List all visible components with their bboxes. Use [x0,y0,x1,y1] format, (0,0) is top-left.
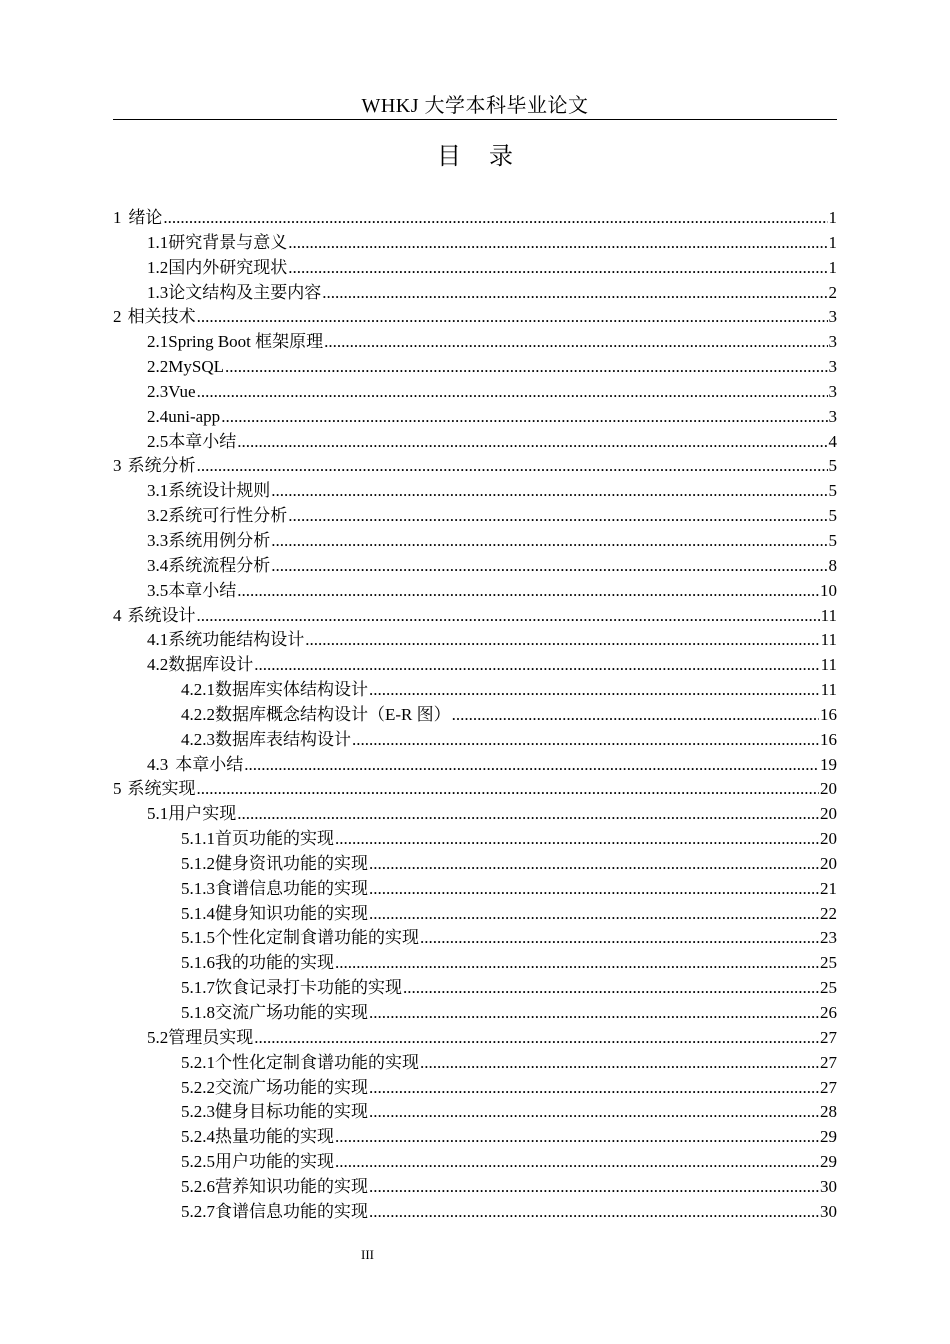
toc-entry[interactable] [113,206,837,231]
toc-leader-dots [197,305,828,330]
toc-entry-number: 5.1.8 [181,1003,215,1022]
header-text: WHKJ 大学本科毕业论文 [361,95,589,117]
toc-entry-label: 绪论 [128,208,163,227]
toc-entry-label: 健身目标功能的实现 [215,1102,368,1122]
toc-entry-page: 20 [820,779,837,799]
toc-entry-page: 4 [828,431,837,451]
toc-entry-label: 热量功能的实现 [215,1127,334,1147]
toc-entry-page: 5 [828,481,837,501]
toc-entry-number: 5.2.5 [181,1152,215,1172]
toc-entry-page: 11 [820,605,837,625]
toc-entry[interactable] [113,305,837,330]
toc-leader-dots [369,678,820,703]
table-of-contents [113,206,837,1225]
toc-entry-number: 2.4 [147,406,169,426]
toc-entry[interactable] [113,604,837,629]
toc-entry-label: 我的功能的实现 [215,953,334,973]
toc-entry-label: 用户实现 [168,804,237,824]
toc-entry[interactable] [113,355,837,380]
toc-entry-number: 1.3 [147,282,169,302]
toc-entry-number: 3.3 [147,530,169,550]
toc-leader-dots [335,1150,819,1175]
toc-entry[interactable] [113,628,837,653]
toc-entry[interactable] [113,653,837,678]
toc-leader-dots [197,454,828,479]
toc-entry-number: 5.2.2 [181,1077,215,1097]
toc-entry-number: 5.1.7 [181,978,215,998]
toc-entry-page: 8 [828,555,837,575]
toc-entry-number: 5.1.6 [181,953,215,973]
toc-entry-number: 2.1 [147,332,169,352]
toc-leader-dots [271,529,827,554]
toc-entry[interactable] [113,777,837,802]
toc-entry-page: 23 [820,928,837,948]
toc-entry-number: 5.1 [147,804,169,824]
toc-entry-page: 5 [828,506,837,526]
toc-entry-page: 25 [820,953,837,973]
toc-entry-label: 系统用例分析 [168,530,271,550]
toc-entry[interactable] [113,877,837,902]
toc-entry-label: 相关技术 [127,307,196,327]
toc-entry-number: 4.3 [147,754,169,774]
toc-entry[interactable] [113,753,837,778]
toc-entry[interactable] [113,976,837,1001]
toc-entry[interactable] [113,1150,837,1175]
toc-leader-dots [335,1125,819,1150]
toc-leader-dots [254,653,819,678]
toc-entry-page: 16 [820,704,837,724]
toc-entry-label: Vue [168,381,196,401]
toc-entry-number: 5.2.6 [181,1176,215,1196]
toc-entry[interactable] [113,1100,837,1125]
toc-entry-number: 5.1.5 [181,928,215,948]
toc-entry-page: 19 [820,754,837,774]
toc-entry-label: 系统分析 [127,456,196,476]
toc-entry-label: 食谱信息功能的实现 [215,878,368,898]
toc-leader-dots [225,355,828,380]
toc-leader-dots [288,256,827,281]
toc-entry-number: 4.2.1 [181,680,215,700]
toc-entry-label: 系统设计规则 [168,481,271,501]
toc-entry-number: 3 [113,456,122,476]
toc-entry-page: 3 [828,381,837,401]
toc-entry-number: 2.5 [147,431,169,451]
toc-leader-dots [271,554,827,579]
toc-entry[interactable] [113,728,837,753]
toc-entry-number: 1.2 [147,257,169,277]
toc-entry-label: 研究背景与意义 [168,232,288,252]
toc-entry[interactable] [113,1026,837,1051]
toc-leader-dots [305,628,819,653]
toc-leader-dots [237,802,819,827]
toc-entry[interactable] [113,827,837,852]
toc-entry-page: 5 [828,530,837,550]
toc-leader-dots [369,1100,819,1125]
toc-entry[interactable] [113,330,837,355]
toc-entry-page: 3 [828,332,837,352]
toc-entry-label: 系统设计 [127,605,196,625]
toc-entry-label: 用户功能的实现 [215,1152,334,1172]
toc-entry-page: 5 [828,456,837,476]
toc-entry-page: 29 [820,1152,837,1172]
toc-leader-dots [237,579,819,604]
toc-entry[interactable] [113,1200,837,1225]
toc-entry[interactable] [113,1076,837,1101]
toc-entry-page: 27 [820,1077,837,1097]
toc-entry-page: 27 [820,1027,837,1047]
toc-leader-dots [403,976,819,1001]
toc-entry-number: 3.4 [147,555,169,575]
toc-entry-number: 2.3 [147,381,169,401]
toc-entry-number: 5.1.3 [181,878,215,898]
toc-entry[interactable] [113,852,837,877]
toc-leader-dots [369,852,819,877]
toc-entry-label: 营养知识功能的实现 [215,1176,368,1196]
toc-entry-page: 26 [820,1003,837,1022]
toc-entry[interactable] [113,529,837,554]
toc-entry[interactable] [113,1125,837,1150]
toc-entry[interactable] [113,902,837,927]
toc-entry-page: 21 [820,878,837,898]
toc-entry-page: 27 [820,1052,837,1072]
toc-entry[interactable] [113,454,837,479]
toc-entry-number: 2 [113,307,122,327]
toc-entry[interactable] [113,1175,837,1200]
toc-leader-dots [324,330,827,355]
toc-entry-page: 11 [820,655,837,675]
toc-leader-dots [196,777,819,802]
toc-entry-label: 个性化定制食谱功能的实现 [215,928,419,948]
toc-leader-dots [163,206,827,231]
toc-entry-label: 本章小结 [168,431,237,451]
toc-entry[interactable] [113,231,837,256]
toc-entry-number: 3.1 [147,481,169,501]
toc-entry-number: 4.2 [147,655,169,675]
toc-leader-dots [196,604,819,629]
toc-leader-dots [322,281,827,306]
toc-entry-page: 11 [820,630,837,650]
toc-entry-page: 28 [820,1102,837,1122]
toc-entry-number: 4.2.2 [181,704,215,724]
toc-entry-number: 4 [113,605,122,625]
toc-entry-label: 首页功能的实现 [215,829,334,849]
toc-entry-number: 5.1.2 [181,853,215,873]
toc-entry-number: 5.2 [147,1027,169,1047]
toc-entry-label: 数据库设计 [168,655,254,675]
toc-entry-page: 20 [820,829,837,849]
toc-entry[interactable] [113,405,837,430]
toc-entry-page: 1 [828,208,837,227]
toc-entry-page: 29 [820,1127,837,1147]
toc-leader-dots [420,1051,819,1076]
toc-entry[interactable] [113,579,837,604]
toc-entry-number: 5 [113,779,122,799]
toc-entry-label: 个性化定制食谱功能的实现 [215,1052,419,1072]
toc-entry[interactable] [113,256,837,281]
toc-entry-label: Spring Boot 框架原理 [168,332,324,352]
toc-leader-dots [288,504,827,529]
toc-entry-label: uni-app [168,406,221,426]
toc-entry-label: 系统流程分析 [168,555,271,575]
toc-entry-page: 11 [820,680,837,700]
toc-leader-dots [221,405,827,430]
toc-entry-label: 食谱信息功能的实现 [215,1201,368,1221]
toc-leader-dots [452,703,819,728]
toc-entry-page: 20 [820,853,837,873]
toc-entry-label: 数据库概念结构设计（E-R 图） [215,704,451,724]
toc-leader-dots [420,926,819,951]
toc-entry-label: 数据库表结构设计 [215,729,351,749]
toc-entry-label: 系统实现 [127,779,196,799]
toc-entry-number: 2.2 [147,357,169,377]
toc-entry-number: 5.1.1 [181,829,215,849]
toc-title: 目录 [437,144,541,170]
toc-entry-page: 3 [828,357,837,377]
toc-leader-dots [237,430,827,455]
toc-leader-dots [369,1200,819,1225]
toc-entry-number: 5.1.4 [181,903,215,923]
toc-entry-page: 22 [820,903,837,923]
toc-entry-label: MySQL [168,357,224,377]
toc-entry-label: 交流广场功能的实现 [215,1003,368,1022]
toc-entry-label: 系统可行性分析 [168,506,288,526]
toc-entry[interactable] [113,926,837,951]
toc-entry-number: 5.2.3 [181,1102,215,1122]
page-header [113,92,837,120]
toc-entry[interactable] [113,479,837,504]
toc-entry-label: 论文结构及主要内容 [168,282,322,302]
toc-entry[interactable] [113,951,837,976]
toc-leader-dots [335,951,819,976]
toc-entry-page: 30 [820,1201,837,1221]
toc-entry-number: 3.2 [147,506,169,526]
toc-leader-dots [244,753,819,778]
toc-leader-dots [271,479,827,504]
toc-entry[interactable] [113,678,837,703]
toc-entry-page: 1 [828,257,837,277]
toc-leader-dots [369,877,819,902]
toc-leader-dots [369,902,819,927]
toc-entry-number: 1.1 [147,232,169,252]
toc-entry-number: 5.2.4 [181,1127,215,1147]
toc-leader-dots [369,1001,819,1026]
toc-entry[interactable] [113,430,837,455]
toc-entry-number: 4.2.3 [181,729,215,749]
toc-entry-label: 健身资讯功能的实现 [215,853,368,873]
toc-entry-page: 2 [828,282,837,302]
toc-entry-label: 饮食记录打卡功能的实现 [215,978,402,998]
toc-entry-label: 数据库实体结构设计 [215,680,368,700]
toc-entry-page: 16 [820,729,837,749]
toc-leader-dots [335,827,819,852]
toc-entry-page: 3 [828,406,837,426]
toc-entry-number: 5.2.7 [181,1201,215,1221]
toc-entry[interactable] [113,554,837,579]
toc-entry-label: 国内外研究现状 [168,257,288,277]
toc-entry-label: 交流广场功能的实现 [215,1077,368,1097]
toc-entry-page: 30 [820,1176,837,1196]
toc-entry[interactable] [113,802,837,827]
toc-leader-dots [254,1026,819,1051]
toc-entry-number: 1 [113,208,122,227]
toc-entry-page: 3 [828,307,837,327]
toc-entry[interactable] [113,1001,837,1026]
toc-entry-label: 系统功能结构设计 [168,630,305,650]
toc-leader-dots [197,380,828,405]
toc-entry[interactable] [113,1051,837,1076]
toc-leader-dots [369,1076,819,1101]
toc-leader-dots [352,728,819,753]
toc-entry-label: 本章小结 [168,580,237,600]
toc-entry-number: 4.1 [147,630,169,650]
toc-leader-dots [369,1175,819,1200]
toc-entry[interactable] [113,281,837,306]
toc-entry-label: 健身知识功能的实现 [215,903,368,923]
toc-entry-page: 10 [820,580,837,600]
toc-entry[interactable] [113,703,837,728]
toc-entry-number: 5.2.1 [181,1052,215,1072]
toc-entry-page: 20 [820,804,837,824]
toc-entry-page: 1 [828,232,837,252]
toc-entry-number: 3.5 [147,580,169,600]
toc-entry-page: 25 [820,978,837,998]
toc-entry[interactable] [113,504,837,529]
toc-entry-label: 管理员实现 [168,1027,254,1047]
toc-entry-label: 本章小结 [175,754,244,774]
toc-leader-dots [288,231,827,256]
toc-entry[interactable] [113,380,837,405]
page-number: III [361,1247,374,1262]
